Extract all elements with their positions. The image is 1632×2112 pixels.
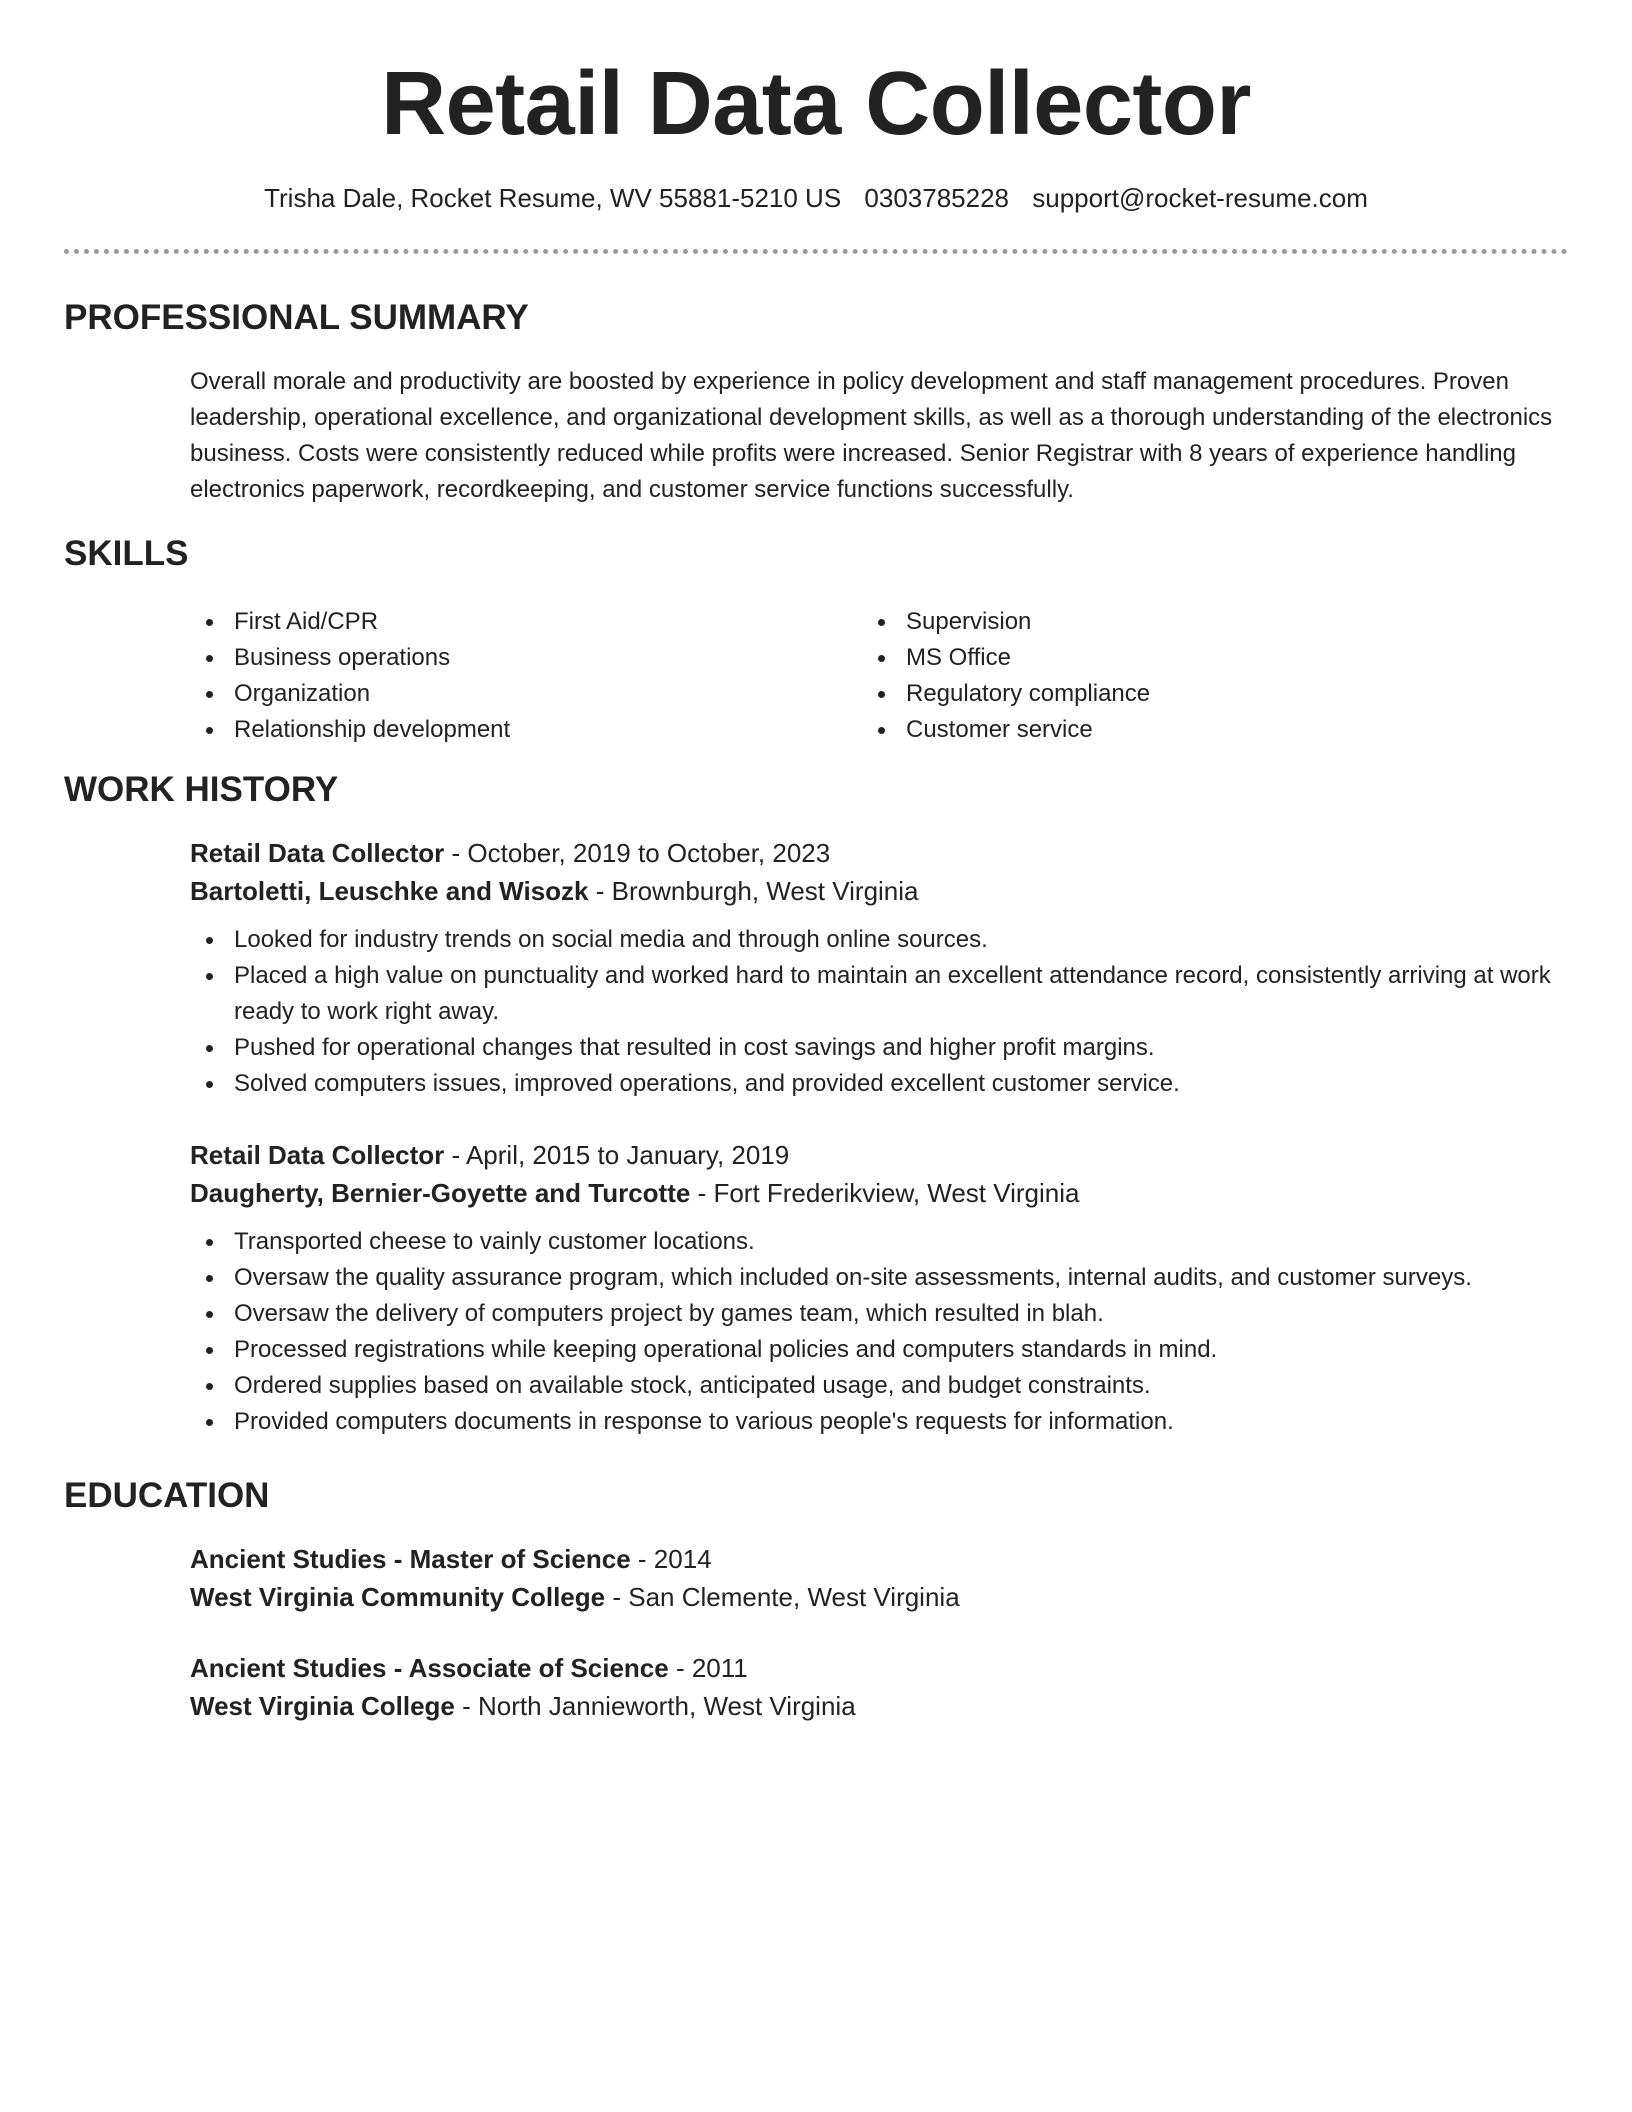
degree-name: Ancient Studies - Associate of Science xyxy=(190,1653,669,1683)
skill-item: Business operations xyxy=(190,640,830,676)
job-bullets xyxy=(190,922,1580,1102)
degree-year: - 2011 xyxy=(668,1653,748,1683)
contact-line xyxy=(0,180,1632,216)
degree-year: - 2014 xyxy=(630,1544,712,1574)
skill-item: MS Office xyxy=(862,640,1502,676)
degree-line xyxy=(190,1649,1580,1687)
header-divider xyxy=(64,249,1568,254)
job-bullet: Pushed for operational changes that resulted in cost savings and higher profit margins. xyxy=(190,1030,1580,1066)
job-bullet: Provided computers documents in response to various people's requests for information. xyxy=(190,1404,1580,1440)
summary-text: Overall morale and productivity are boosted by experience in policy development and staff management procedures. Proven leadership, operational excellence, and organizational development skills, as well as a thorough understanding of the electronics business. Costs were consistently reduced while profits were increased. Senior Registrar with 8 years of experience handling electronics paperwork, recordkeeping, and customer service functions successfully. xyxy=(190,368,1553,503)
summary-heading: PROFESSIONAL SUMMARY xyxy=(64,298,529,337)
job-company-line xyxy=(190,872,1580,910)
job-bullet: Oversaw the delivery of computers project by games team, which resulted in blah. xyxy=(190,1296,1580,1332)
job-title: Retail Data Collector xyxy=(190,838,445,868)
skill-item: Customer service xyxy=(862,712,1502,748)
school-line xyxy=(190,1687,1580,1725)
school-line xyxy=(190,1578,1580,1616)
skill-item: First Aid/CPR xyxy=(190,604,830,640)
school-name: West Virginia Community College xyxy=(190,1582,606,1612)
resume-title: Retail Data Collector xyxy=(381,54,1251,154)
job-bullet: Solved computers issues, improved operations, and provided excellent customer service. xyxy=(190,1066,1580,1102)
skills-column-right xyxy=(862,604,1502,748)
job-title-line xyxy=(190,834,1580,872)
job-location: - Fort Frederikview, West Virginia xyxy=(690,1178,1080,1208)
job-title-line xyxy=(190,1136,1580,1174)
contact-email: support@rocket-resume.com xyxy=(1032,183,1368,213)
skills-column-left xyxy=(190,604,830,748)
school-location: - North Jannieworth, West Virginia xyxy=(454,1691,856,1721)
job-dates: - October, 2019 to October, 2023 xyxy=(444,838,831,868)
job-bullet: Transported cheese to vainly customer locations. xyxy=(190,1224,1580,1260)
skill-item: Relationship development xyxy=(190,712,830,748)
skills-list-right xyxy=(862,604,1502,748)
job-bullet: Processed registrations while keeping operational policies and computers standards in mind. xyxy=(190,1332,1580,1368)
job-bullet: Oversaw the quality assurance program, which included on-site assessments, internal audits, and customer surveys. xyxy=(190,1260,1580,1296)
skills-list-left xyxy=(190,604,830,748)
job-entry xyxy=(190,834,1580,1102)
job-bullet: Looked for industry trends on social media and through online sources. xyxy=(190,922,1580,958)
contact-address: Trisha Dale, Rocket Resume, WV 55881-5210 US xyxy=(264,183,842,213)
education-entry xyxy=(190,1649,1580,1725)
job-bullet: Placed a high value on punctuality and worked hard to maintain an excellent attendance record, consistently arriving at work ready to work right away. xyxy=(190,958,1580,1030)
job-company: Bartoletti, Leuschke and Wisozk xyxy=(190,876,589,906)
school-location: - San Clemente, West Virginia xyxy=(605,1582,960,1612)
school-name: West Virginia College xyxy=(190,1691,455,1721)
job-bullet: Ordered supplies based on available stock, anticipated usage, and budget constraints. xyxy=(190,1368,1580,1404)
job-company-line xyxy=(190,1174,1580,1212)
work-history-heading: WORK HISTORY xyxy=(64,770,339,809)
job-dates: - April, 2015 to January, 2019 xyxy=(444,1140,790,1170)
job-title: Retail Data Collector xyxy=(190,1140,445,1170)
job-entry xyxy=(190,1136,1580,1440)
degree-name: Ancient Studies - Master of Science xyxy=(190,1544,631,1574)
skill-item: Organization xyxy=(190,676,830,712)
job-bullets xyxy=(190,1224,1580,1440)
job-company: Daugherty, Bernier-Goyette and Turcotte xyxy=(190,1178,691,1208)
education-heading: EDUCATION xyxy=(64,1476,270,1515)
degree-line xyxy=(190,1540,1580,1578)
skill-item: Supervision xyxy=(862,604,1502,640)
contact-phone: 0303785228 xyxy=(864,183,1010,213)
skill-item: Regulatory compliance xyxy=(862,676,1502,712)
skills-heading: SKILLS xyxy=(64,534,189,573)
job-location: - Brownburgh, West Virginia xyxy=(588,876,919,906)
education-entry xyxy=(190,1540,1580,1616)
